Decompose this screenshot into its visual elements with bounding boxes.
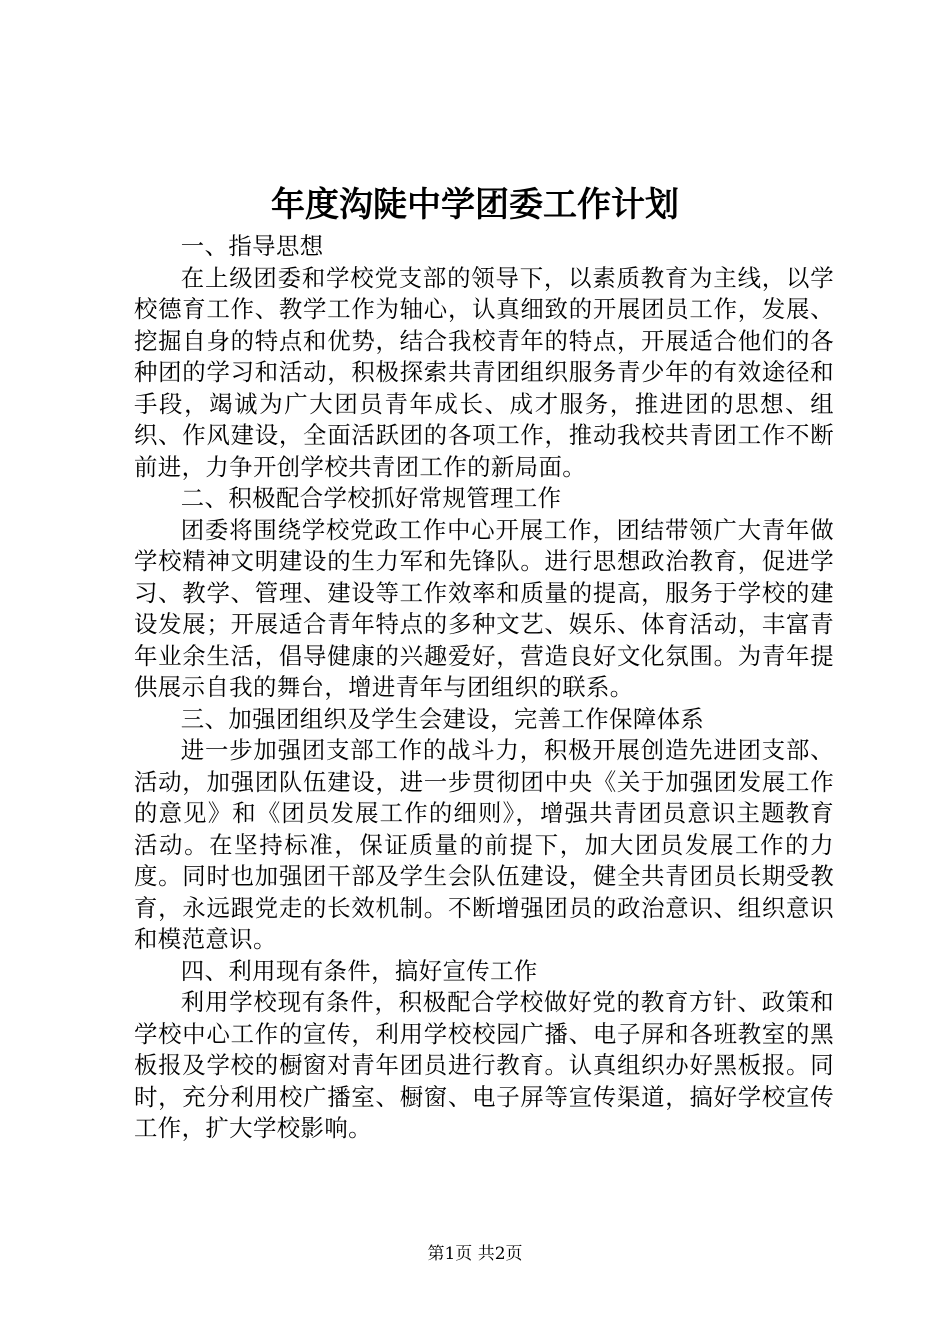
section-paragraph-3: 进一步加强团支部工作的战斗力，积极开展创造先进团支部、活动，加强团队伍建设，进一步贯彻团中央《关于加强团发展工作的意见》和《团员发展工作的细则》，增强共青团员意识主题教育活动。在坚持标准，保证质量的前提下，加大团员发展工作的力度。同时也加强团干部及学生会队伍建设，健全共青团员长期受教育，永远跟党走的长效机制。不断增强团员的政治意识、组织意识和模范意识。 xyxy=(134,736,834,953)
section-paragraph-2: 团委将围绕学校党政工作中心开展工作，团结带领广大青年做学校精神文明建设的生力军和先锋队。进行思想政治教育，促进学习、教学、管理、建设等工作效率和质量的提高，服务于学校的建设发展；开展适合青年特点的多种文艺、娱乐、体育活动，丰富青年业余生活，倡导健康的兴趣爱好，营造良好文化氛围。为青年提供展示自我的舞台，增进青年与团组织的联系。 xyxy=(134,515,834,701)
section-paragraph-4: 利用学校现有条件，积极配合学校做好党的教育方针、政策和学校中心工作的宣传，利用学校校园广播、电子屏和各班教室的黑板报及学校的橱窗对青年团员进行教育。认真组织办好黑板报。同时，充分利用校广播室、橱窗、电子屏等宣传渠道，搞好学校宣传工作，扩大学校影响。 xyxy=(134,988,834,1142)
section-paragraph-1: 在上级团委和学校党支部的领导下，以素质教育为主线，以学校德育工作、教学工作为轴心，认真细致的开展团员工作，发展、挖掘自身的特点和优势，结合我校青年的特点，开展适合他们的各种团的学习和活动，积极探索共青团组织服务青少年的有效途径和手段，竭诚为广大团员青年成长、成才服务，推进团的思想、组织、作风建设，全面活跃团的各项工作，推动我校共青团工作不断前进，力争开创学校共青团工作的新局面。 xyxy=(134,263,834,481)
section-heading-1: 一、指导思想 xyxy=(180,232,324,260)
page-footer xyxy=(0,1242,950,1266)
document-body xyxy=(134,231,834,1145)
section-heading-4: 四、利用现有条件，搞好宣传工作 xyxy=(180,956,538,985)
page-indicator: 第1页 共2页 xyxy=(427,1244,523,1264)
document-title: 年度沟陡中学团委工作计划 xyxy=(271,185,679,225)
section-heading-2: 二、积极配合学校抓好常规管理工作 xyxy=(180,484,562,512)
section-heading-3: 三、加强团组织及学生会建设，完善工作保障体系 xyxy=(180,704,705,733)
